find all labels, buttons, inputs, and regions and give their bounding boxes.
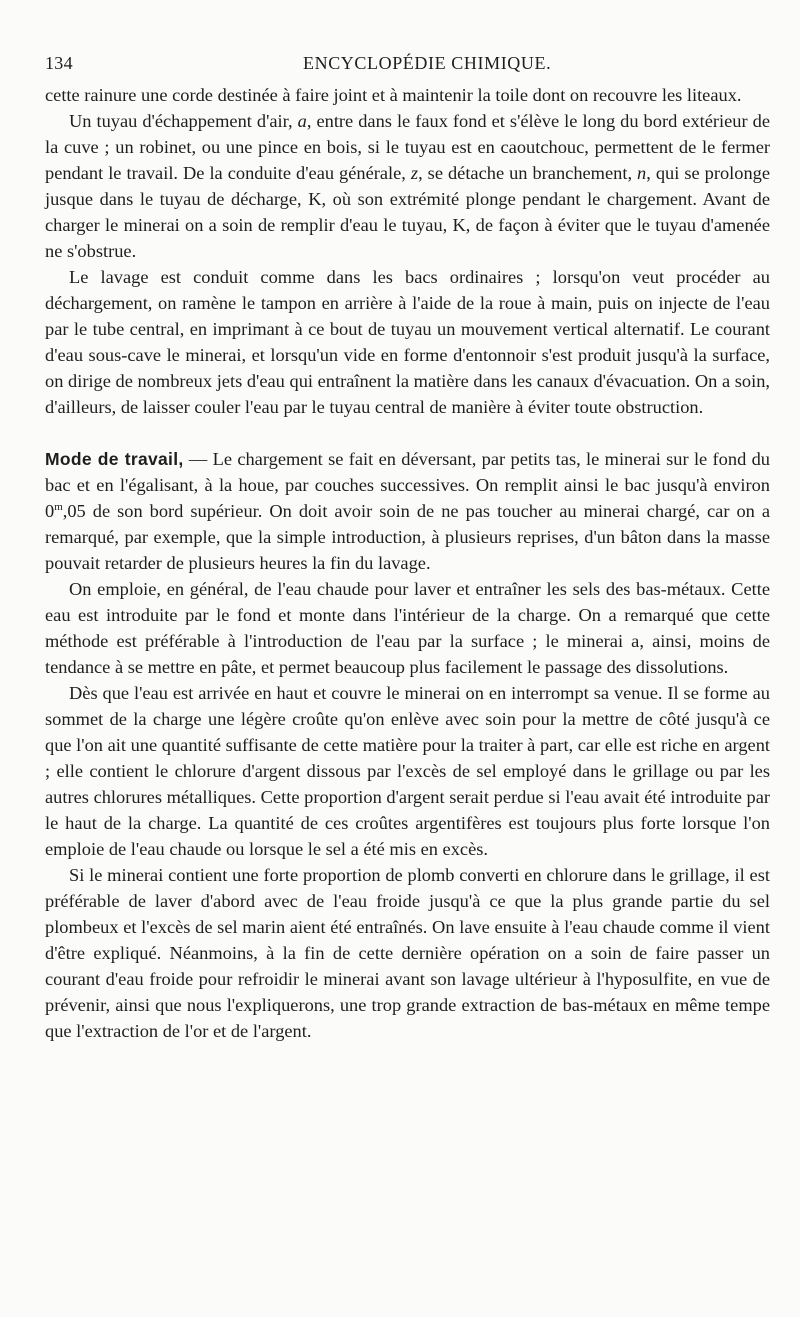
page-number: 134 bbox=[45, 53, 73, 73]
paragraph: Le lavage est conduit comme dans les bacs ordinaires ; lorsqu'on veut procéder au déchargement, on ramène le tampon en arrière à l'aide de la roue à main, puis on injecte de l'eau par le tube central, en imprimant à ce bout de tuyau un mouvement vertical alternatif. Le courant d'eau sous-cave le minerai, et lorsqu'un vide en forme d'entonnoir s'est produit jusqu'à la surface, on dirige de nombreux jets d'eau qui entraînent la matière dans les canaux d'évacuation. On a soin, d'ailleurs, de laisser couler l'eau par le tuyau central de manière à éviter toute obstruction. bbox=[45, 267, 770, 417]
text-run: Un tuyau d'échappement d'air, bbox=[69, 111, 298, 131]
text-run: ,05 de son bord supérieur. On doit avoir soin de ne pas toucher au minerai chargé, car on a remarqué, par exemple, que la simple introduction, à plusieurs reprises, d'un bâton dans la masse pouvait retarder de plusieurs heures la fin du lavage. bbox=[45, 501, 770, 573]
body-text bbox=[45, 82, 770, 1044]
text-run: , entre dans le faux fond et s'élève le long du bord extérieur de la cuve ; un robinet, ou une pince en bois, si le tuyau est en caoutchouc, permettent de le fermer pendant le travail. De la conduite d'eau générale, bbox=[45, 111, 770, 183]
variable-a: a bbox=[297, 111, 307, 131]
page-header bbox=[45, 53, 770, 79]
paragraph: On emploie, en général, de l'eau chaude pour laver et entraîner les sels des bas-métaux. Cette eau est introduite par le fond et monte dans l'intérieur de la charge. On a remarqué que cette méthode est préférable à l'introduction de l'eau par la surface ; le minerai a, ainsi, moins de tendance à se mettre en pâte, et permet beaucoup plus facilement le passage des dissolutions. bbox=[45, 579, 770, 677]
text-run: — Le chargement se fait en déversant, par petits tas, le minerai sur le fond du bac et en l'égalisant, à la houe, par couches successives. On remplit ainsi le bac jusqu'à environ 0 bbox=[45, 449, 770, 521]
paragraph bbox=[45, 108, 770, 264]
running-title: ENCYCLOPÉDIE CHIMIQUE. bbox=[303, 53, 552, 73]
paragraph bbox=[45, 446, 770, 576]
superscript-unit: m bbox=[54, 500, 63, 513]
variable-z: z bbox=[410, 163, 419, 183]
paragraph: Si le minerai contient une forte proportion de plomb converti en chlorure dans le grillage, il est préférable de laver d'abord avec de l'eau froide jusqu'à ce que la plus grande partie du sel plombeux et l'excès de sel marin aient été entraînés. On lave ensuite à l'eau chaude comme il vient d'être expliqué. Néanmoins, à la fin de cette dernière opération on a soin de faire passer un courant d'eau froide pour refroidir le minerai avant son lavage ultérieur à l'hyposulfite, en vue de prévenir, ainsi que nous l'expliquerons, une trop grande extraction de bas-métaux en même tempe que l'extraction de l'or et de l'argent. bbox=[45, 865, 770, 1041]
variable-n: n bbox=[637, 163, 647, 183]
paragraph: cette rainure une corde destinée à faire joint et à maintenir la toile dont on recouvre les liteaux. bbox=[45, 85, 742, 105]
section-title: Mode de travail, bbox=[45, 449, 184, 469]
text-run: , qui se prolonge jusque dans le tuyau de décharge, K, où son extrémité plonge pendant le chargement. Avant de charger le minerai on a soin de remplir d'eau le tuyau, K, de façon à éviter que le tuyau d'amenée ne s'obstrue. bbox=[45, 163, 770, 261]
paragraph: Dès que l'eau est arrivée en haut et couvre le minerai on en interrompt sa venue. Il se forme au sommet de la charge une légère croûte qu'on enlève avec soin pour la mettre de côté jusqu'à ce que l'on ait une quantité suffisante de cette matière pour la traiter à part, car elle est riche en argent ; elle contient le chlorure d'argent dissous par l'excès de sel employé dans le grillage ou par les autres chlorures métalliques. Cette proportion d'argent serait perdue si l'eau avait été introduite par le haut de la charge. La quantité de ces croûtes argentifères est toujours plus forte lorsque l'on emploie de l'eau chaude ou lorsque le sel a été mis en excès. bbox=[45, 683, 770, 859]
text-run: , se détache un branchement, bbox=[418, 163, 638, 183]
